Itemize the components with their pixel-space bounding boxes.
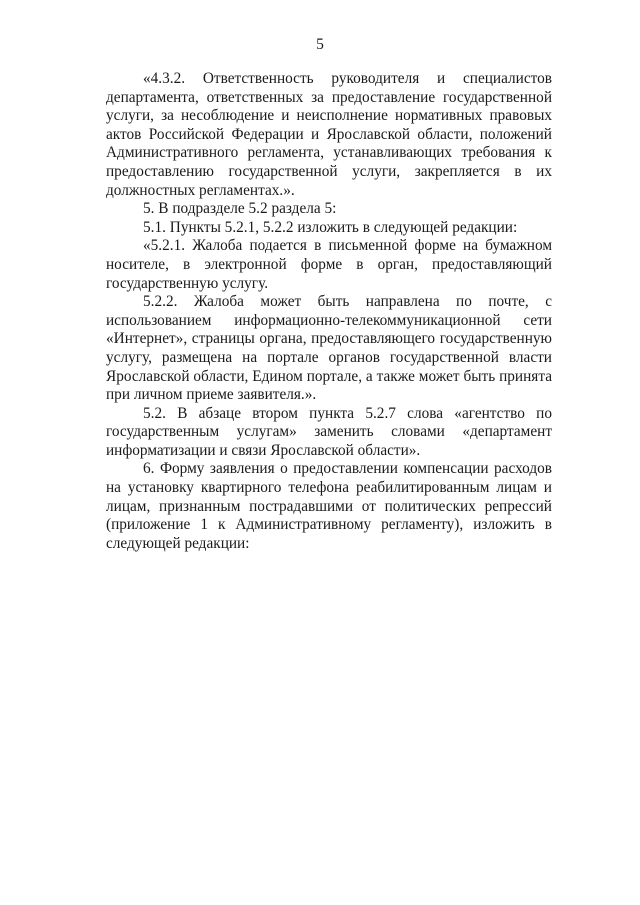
paragraph-item-6: 6. Форму заявления о предоставлении компенсации расходов на установку квартирного телефона реабилитированным лицам и лицам, признанным пострадавшими от политических репрессий (приложение 1 к Административному регламенту), изложить в следующей редакции: <box>106 460 552 552</box>
paragraph-item-5-1: 5.1. Пункты 5.2.1, 5.2.2 изложить в следующей редакции: <box>143 218 518 236</box>
paragraph-item-5-2: 5.2. В абзаце втором пункта 5.2.7 слова «агентство по государственным услугам» заменить словами «департамент информатизации и связи Ярославской области». <box>106 404 552 459</box>
document-body <box>106 70 552 553</box>
paragraph-5-2-1: «5.2.1. Жалоба подается в письменной форме на бумажном носителе, в электронной форме в орган, предоставляющий государственную услугу. <box>106 237 552 292</box>
paragraph-5-2-2: 5.2.2. Жалоба может быть направлена по почте, с использованием информационно-телекоммуникационной сети «Интернет», страницы органа, предоставляющего государственную услугу, размещена на портале органов государственной власти Ярославской области, Едином портале, а также может быть принята при личном приеме заявителя.». <box>106 293 552 404</box>
page-number: 5 <box>316 36 324 53</box>
paragraph-item-5: 5. В подразделе 5.2 раздела 5: <box>143 200 337 218</box>
paragraph-4-3-2: «4.3.2. Ответственность руководителя и специалистов департамента, ответственных за предоставление государственной услуги, за несоблюдение и неисполнение нормативных правовых актов Российской Федерации и Ярославской области, положений Административного регламента, устанавливающих требования к предоставлению государственной услуги, закрепляется в их должностных регламентах.». <box>106 70 552 199</box>
